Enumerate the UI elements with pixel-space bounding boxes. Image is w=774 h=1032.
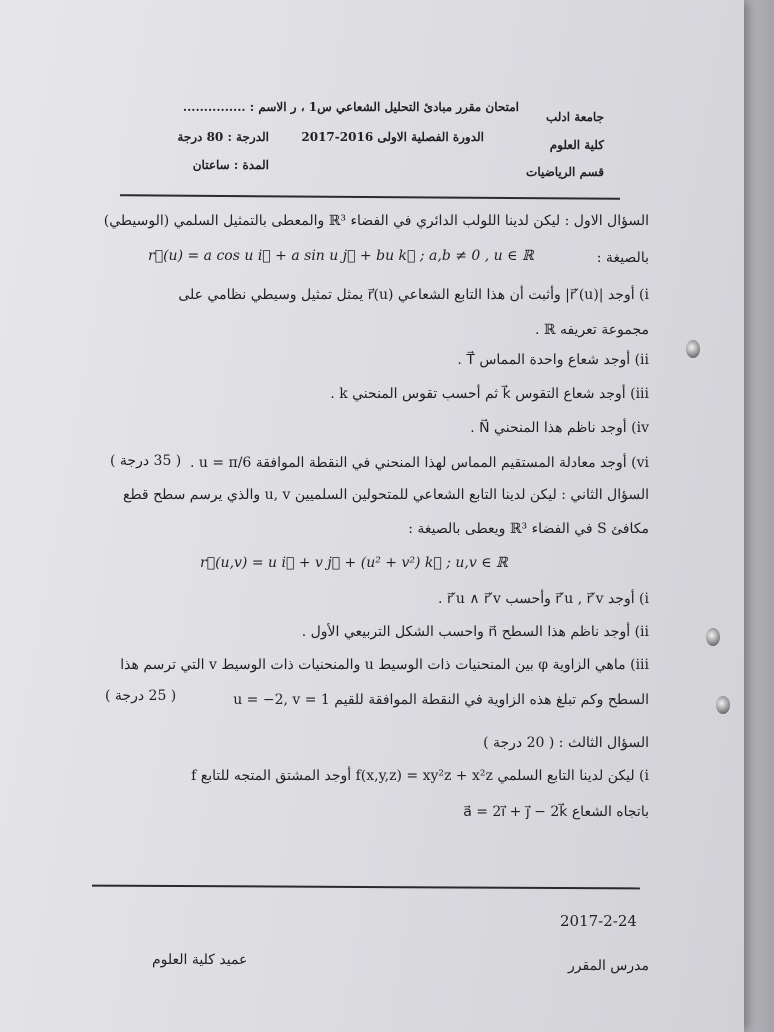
- q1-formula: r⃗(u) = a cos u i⃗ + a sin u j⃗ + bu k⃗ ; a,b ≠ 0 , u ∈ ℝ: [148, 248, 534, 264]
- header-divider: [120, 194, 620, 199]
- q1-i-line2: مجموعة تعريفه ℝ .: [534, 322, 649, 338]
- q2-ii: ii) أوجد ناظم هذا السطح n⃗ واحسب الشكل التربيعي الأول .: [301, 624, 649, 640]
- q3-i-line1: i) ليكن لدينا التابع السلمي f(x,y,z) = xy²z + x²z أوجد المشتق المتجه للتابع f: [191, 768, 649, 784]
- department-name: قسم الرياضيات: [526, 165, 604, 179]
- q1-points: ( 35 درجة ): [110, 453, 182, 469]
- q2-iii-line2: السطح وكم تبلغ هذه الزاوية في النقطة الموافقة للقيم u = −2, v = 1: [233, 692, 649, 708]
- exam-date: 2017-2-24: [560, 912, 637, 930]
- q1-iii: iii) أوجد شعاع التقوس k⃗ ثم أحسب تقوس المنحني k .: [330, 386, 649, 402]
- q2-intro-line1: السؤال الثاني : ليكن لدينا التابع الشعاعي للمتحولين السلميين u, v والذي يرسم سطح قطع: [123, 487, 649, 503]
- teacher-signature-label: مدرس المقرر: [568, 958, 649, 974]
- q2-iii-line1: iii) ماهي الزاوية φ بين المنحنيات ذات الوسيط u والمنحنيات ذات الوسيط v التي ترسم هذا: [120, 657, 649, 673]
- q1-formula-label: بالصيغة :: [596, 250, 649, 266]
- q2-formula: r⃗(u,v) = u i⃗ + v j⃗ + (u² + v²) k⃗ ; u,v ∈ ℝ: [200, 555, 508, 571]
- next-page-edge: [744, 0, 774, 1032]
- q3-heading: السؤال الثالث : ( 20 درجة ): [483, 735, 649, 751]
- grade-line: الدرجة : 80 درجة: [177, 130, 269, 144]
- binder-hole-bottom: [716, 696, 730, 714]
- q1-intro: السؤال الاول : ليكن لدينا اللولب الدائري في الفضاء ℝ³ والمعطى بالتمثيل السلمي (الوسيطي): [103, 213, 649, 229]
- session-line: الدورة الفصلية الاولى 2016-2017: [301, 130, 484, 144]
- faculty-name: كلية العلوم: [549, 138, 604, 152]
- q2-intro-line2: مكافئ S في الفضاء ℝ³ ويعطى بالصيغة :: [408, 521, 649, 537]
- exam-title: امتحان مقرر مبادئ التحليل الشعاعي س1 ، ر الاسم : ...............: [182, 100, 519, 114]
- footer-divider: [92, 885, 640, 890]
- q1-ii: ii) أوجد شعاع واحدة المماس T⃗ .: [457, 352, 649, 368]
- duration-line: المدة : ساعتان: [192, 158, 269, 172]
- binder-hole-middle: [706, 628, 720, 646]
- binder-hole-top: [686, 340, 700, 358]
- q3-i-line2: باتجاه الشعاع a⃗ = 2i⃗ + j⃗ − 2k⃗: [463, 804, 649, 820]
- q2-i: i) أوجد r⃗′u , r⃗′v وأحسب r⃗′u ∧ r⃗′v .: [438, 591, 649, 607]
- q1-iv: iv) أوجد ناظم هذا المنحني N⃗ .: [470, 420, 649, 436]
- dean-signature-label: عميد كلية العلوم: [152, 952, 248, 968]
- q1-vi: vi) أوجد معادلة المستقيم المماس لهذا المنحني في النقطة الموافقة u = π/6 .: [189, 455, 649, 471]
- q1-i-line1: i) أوجد |r⃗′(u)| وأثبت أن هذا التابع الشعاعي r⃗(u) يمثل تمثيل وسيطي نظامي على: [178, 287, 649, 303]
- q2-points: ( 25 درجة ): [105, 688, 177, 704]
- university-name: جامعة ادلب: [545, 110, 604, 124]
